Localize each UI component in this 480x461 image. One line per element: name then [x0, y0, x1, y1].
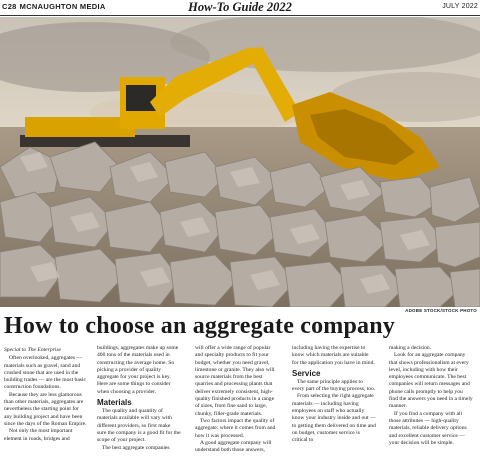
paragraph: Often overlooked, aggregates — materials such as gravel, sand and crushed stone that are used in the building trades — are the most basic construction foundations.: [4, 355, 87, 391]
article-headline: How to choose an aggregate company: [4, 313, 395, 339]
paragraph: Not only the most important element in roads, bridges and: [4, 428, 73, 442]
section-heading-materials: Materials: [97, 398, 132, 408]
paragraph: buildings, aggregates make up some 400 tons of the materials used in constructing the average home. So picking a provider of quality aggregate for your project is key. Here are some things to consider when choosing a provider.: [97, 345, 179, 395]
paragraph: will offer a wide range of popular and specialty products to fit your budget, whether you need gravel, limestone or granite. They also will source materials from the best quarries and processing plants that deliver extremely consistent, high-quality finished products in a range of sizes, from fine sand to large, chunky, filler-grade materials.: [195, 345, 275, 417]
article-byline: Special to The Enterprise: [4, 347, 62, 353]
paragraph: including having the expertise to know which materials are suitable for the application you have in mind.: [292, 345, 375, 366]
paragraph: If you find a company with all those attributes — high-quality materials, reliable delivery options and excellent customer service — your decision will be simple.: [389, 410, 467, 446]
article-column-5: [389, 345, 473, 459]
paragraph: Two factors impact the quality of aggregate: where it comes from and how it was processed.: [195, 417, 276, 439]
publication-name: MCNAUGHTON MEDIA: [19, 2, 106, 11]
page-header: [0, 0, 480, 16]
article-column-4: [292, 345, 376, 459]
article-column-1: [4, 347, 88, 461]
article-column-3: [195, 345, 279, 459]
paragraph: making a decision.: [389, 345, 432, 351]
paragraph: A good aggregate company will understand both those answers,: [195, 439, 272, 454]
paragraph: The best aggregate companies: [102, 444, 170, 451]
article-column-2: [97, 345, 181, 459]
paragraph: The same principle applies to every part of the buying process, too.: [292, 378, 376, 393]
paragraph: Look for an aggregate company that shows professionalism at every level, including with how their employees communicate. The best companies will return messages and phone calls promptly to help you find the answers you need in a timely manner.: [389, 352, 473, 410]
section-heading-service: Service: [292, 368, 321, 378]
section-title: How-To Guide 2022: [188, 0, 292, 14]
paragraph: The quality and quantity of materials available will vary with different providers, so first make sure the company is a good fit for the scope of your project.: [97, 408, 181, 444]
paragraph: Because they are less glamorous than other materials, aggregates are nevertheless the starting point for any building project and have been since the days of the Roman Empire.: [4, 391, 87, 427]
paragraph: From selecting the right aggregate materials — including having employees on staff who actually know your industry inside and out — to getting them delivered on time and on budget, customer service is critical to: [292, 393, 376, 444]
excavator-photo-illustration: [0, 17, 480, 307]
page-number: C28: [2, 2, 17, 11]
excavator-photo: [0, 17, 480, 307]
issue-date: JULY 2022: [442, 3, 478, 10]
photo-credit: ADOBE STOCK/STOCK PHOTO: [405, 308, 477, 313]
